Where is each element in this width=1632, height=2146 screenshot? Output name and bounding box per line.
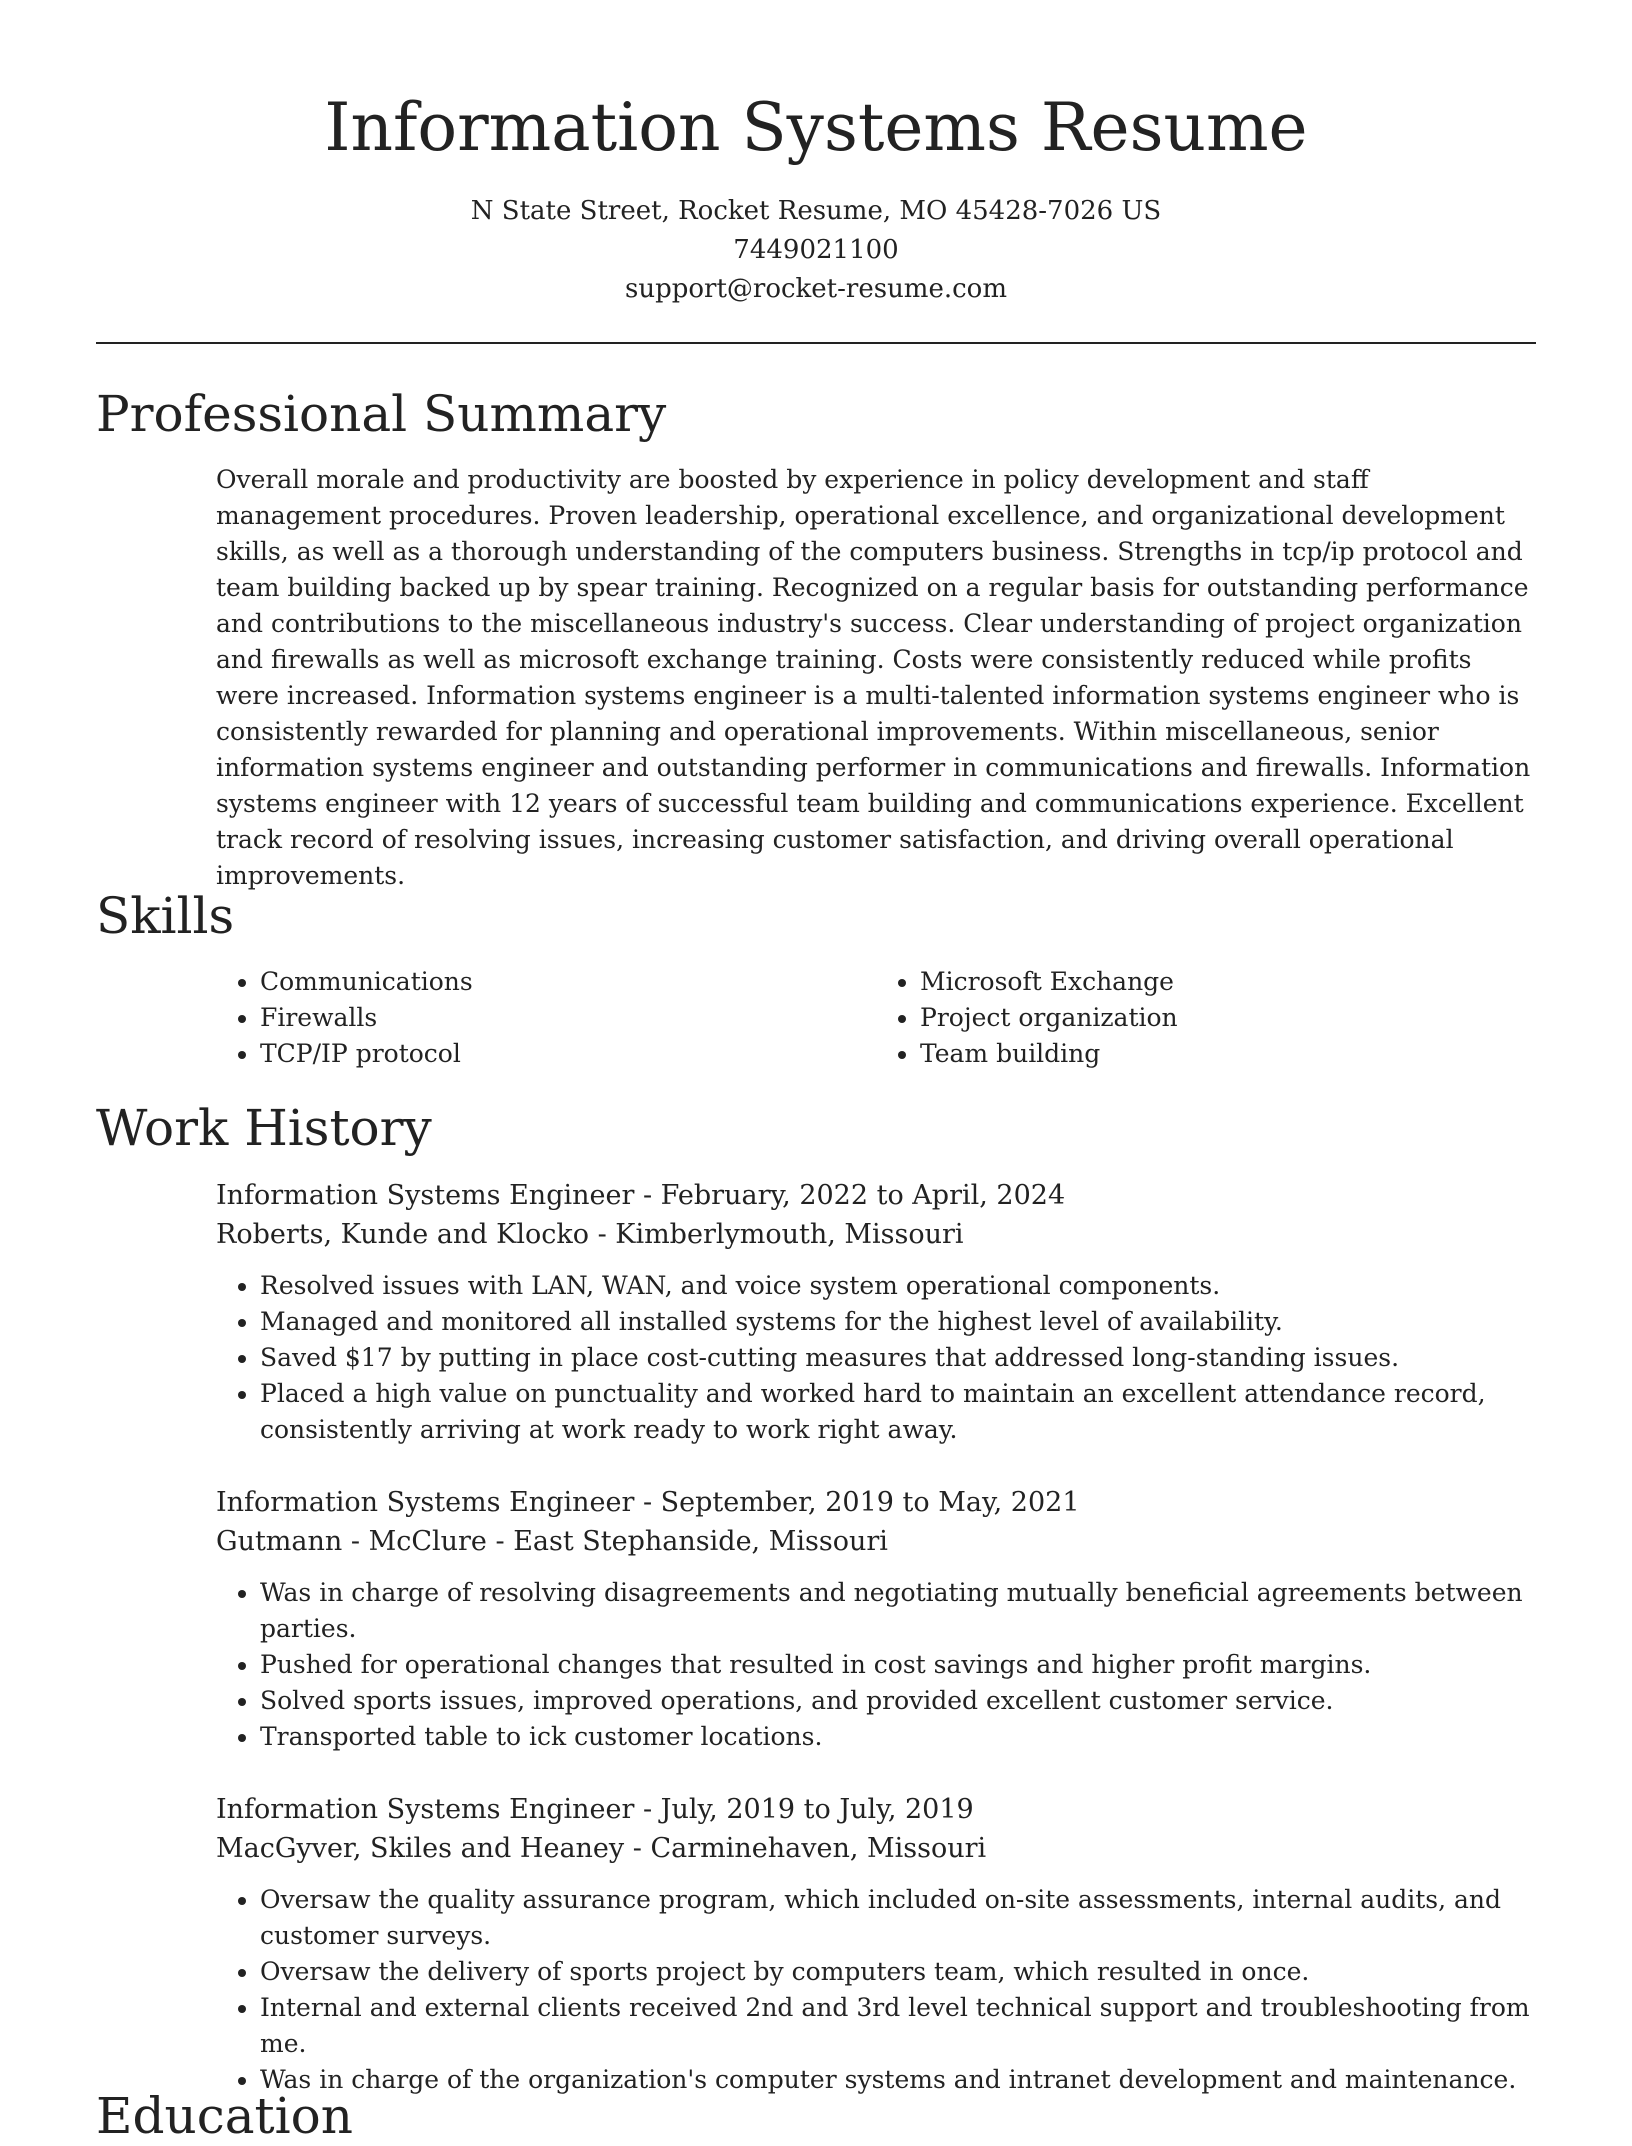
job-role: Information Systems Engineer (216, 1794, 635, 1825)
job-company: MacGyver, Skiles and Heaney (216, 1833, 625, 1864)
job-bullet: • Saved $17 by putting in place cost-cutting measures that addressed long-standing issues. (260, 1340, 1536, 1376)
contact-email: support@rocket-resume.com (624, 274, 1007, 304)
skills-column-left (216, 964, 876, 1072)
job-dates: - September, 2019 to May, 2021 (634, 1487, 1080, 1518)
job-dates: - July, 2019 to July, 2019 (634, 1794, 974, 1825)
skills-list (216, 964, 1536, 1072)
skill-item: • Project organization (920, 1000, 1536, 1036)
job-title-line (216, 1483, 1536, 1522)
job-bullets (216, 1882, 1536, 2098)
job-title-line (216, 1790, 1536, 1829)
job-bullet: • Managed and monitored all installed systems for the highest level of availability. (260, 1304, 1536, 1340)
job-company-line (216, 1215, 1536, 1254)
job-company-line (216, 1829, 1536, 1868)
skill-item: • Communications (260, 964, 876, 1000)
resume-title: Information Systems Resume (324, 89, 1308, 166)
job-bullets (216, 1575, 1536, 1755)
contact-address: N State Street, Rocket Resume, MO 45428-7026 US (470, 196, 1162, 226)
job-bullets (216, 1268, 1536, 1448)
contact-info (0, 192, 1632, 309)
job-role: Information Systems Engineer (216, 1180, 635, 1211)
skills-column-right (876, 964, 1536, 1072)
education-heading: Education (96, 2087, 353, 2145)
job-bullet: • Resolved issues with LAN, WAN, and voice system operational components. (260, 1268, 1536, 1304)
job-company: Gutmann - McClure (216, 1526, 487, 1557)
summary-text: Overall morale and productivity are boosted by experience in policy development and staff management procedures. Proven leadership, operational excellence, and organizational development skills, as well as a thorough understanding of the computers business. Strengths in tcp/ip protocol and team building backed up by spear training. Recognized on a regular basis for outstanding performance and contributions to the miscellaneous industry's success. Clear understanding of project organization and firewalls as well as microsoft exchange training. Costs were consistently reduced while profits were increased. Information systems engineer is a multi-talented information systems engineer who is consistently rewarded for planning and operational improvements. Within miscellaneous, senior information systems engineer and outstanding performer in communications and firewalls. Information systems engineer with 12 years of successful team building and communications experience. Excellent track record of resolving issues, increasing customer satisfaction, and driving overall operational improvements. (216, 465, 1531, 890)
skill-item: • Microsoft Exchange (920, 964, 1536, 1000)
job-company: Roberts, Kunde and Klocko (216, 1219, 589, 1250)
job-entry (216, 1483, 1536, 1755)
job-location: - Kimberlymouth, Missouri (588, 1219, 964, 1250)
header-divider (96, 342, 1536, 344)
job-bullet: • Was in charge of resolving disagreements and negotiating mutually beneficial agreements between parties. (260, 1575, 1536, 1647)
contact-phone: 7449021100 (733, 235, 899, 265)
skill-item: • Team building (920, 1036, 1536, 1072)
job-bullet: • Pushed for operational changes that resulted in cost savings and higher profit margins. (260, 1647, 1536, 1683)
job-bullet: • Transported table to ick customer locations. (260, 1719, 1536, 1755)
skills-heading: Skills (96, 887, 235, 945)
resume-header (0, 0, 1632, 309)
job-bullet: • Solved sports issues, improved operations, and provided excellent customer service. (260, 1683, 1536, 1719)
job-location: - East Stephanside, Missouri (486, 1526, 888, 1557)
job-dates: - February, 2022 to April, 2024 (634, 1180, 1066, 1211)
job-bullet: • Placed a high value on punctuality and worked hard to maintain an excellent attendance record, consistently arriving at work ready to work right away. (260, 1376, 1536, 1448)
job-entry (216, 1790, 1536, 2098)
job-bullet: • Internal and external clients received 2nd and 3rd level technical support and troubleshooting from me. (260, 1990, 1536, 2062)
skill-item: • Firewalls (260, 1000, 876, 1036)
job-company-line (216, 1522, 1536, 1561)
summary-heading: Professional Summary (96, 385, 667, 443)
job-role: Information Systems Engineer (216, 1487, 635, 1518)
skill-item: • TCP/IP protocol (260, 1036, 876, 1072)
job-bullet: • Oversaw the quality assurance program, which included on-site assessments, internal audits, and customer surveys. (260, 1882, 1536, 1954)
job-title-line (216, 1176, 1536, 1215)
job-entry (216, 1176, 1536, 1448)
job-bullet: • Oversaw the delivery of sports project by computers team, which resulted in once. (260, 1954, 1536, 1990)
job-bullet: • Was in charge of the organization's computer systems and intranet development and maintenance. (260, 2062, 1536, 2098)
job-location: - Carminehaven, Missouri (624, 1833, 987, 1864)
work-history-heading: Work History (96, 1099, 432, 1157)
